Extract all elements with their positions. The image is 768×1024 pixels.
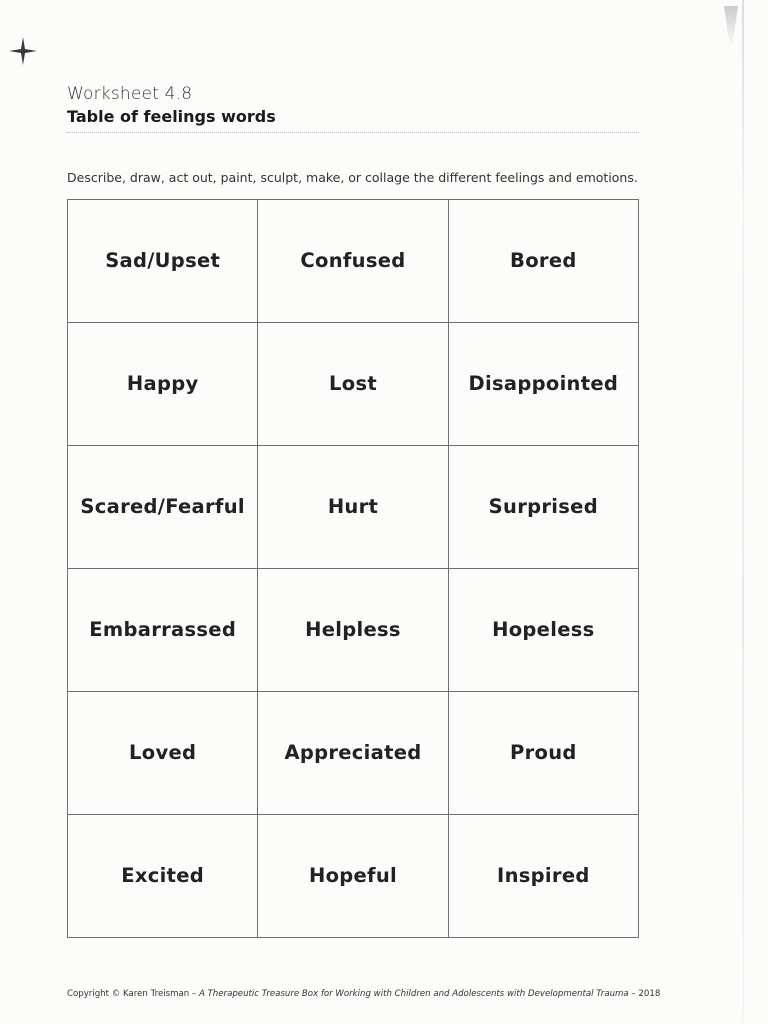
table-row (68, 692, 639, 815)
copyright-year: – 2018 (628, 989, 661, 999)
feeling-cell: Happy (68, 323, 258, 446)
instructions-text: Describe, draw, act out, paint, sculpt, make, or collage the different feelings and emotions. (67, 170, 638, 185)
feeling-cell: Surprised (448, 446, 638, 569)
copyright-footer (67, 989, 687, 999)
scan-artifact (724, 6, 738, 46)
feeling-cell: Helpless (258, 569, 448, 692)
feeling-cell: Scared/Fearful (68, 446, 258, 569)
book-title: A Therapeutic Treasure Box for Working with Children and Adolescents with Developmental Trauma (198, 989, 629, 999)
table-row (68, 569, 639, 692)
feeling-cell: Excited (68, 815, 258, 938)
feeling-cell: Disappointed (448, 323, 638, 446)
table-row (68, 815, 639, 938)
table-row (68, 446, 639, 569)
feeling-cell: Sad/Upset (68, 200, 258, 323)
feeling-cell: Lost (258, 323, 448, 446)
table-row (68, 200, 639, 323)
table-row (68, 323, 639, 446)
feeling-cell: Inspired (448, 815, 638, 938)
feeling-cell: Hopeful (258, 815, 448, 938)
feeling-cell: Bored (448, 200, 638, 323)
feeling-cell: Appreciated (258, 692, 448, 815)
title-divider (67, 132, 639, 133)
scan-edge (742, 0, 744, 1024)
copyright-text: Copyright © Karen Treisman – (67, 989, 199, 999)
worksheet-title: Table of feelings words (67, 107, 276, 126)
feeling-cell: Confused (258, 200, 448, 323)
feeling-cell: Loved (68, 692, 258, 815)
feelings-table (67, 199, 639, 938)
four-point-star-icon (8, 36, 38, 66)
worksheet-label: Worksheet 4.8 (67, 84, 193, 104)
feeling-cell: Proud (448, 692, 638, 815)
feeling-cell: Hurt (258, 446, 448, 569)
feeling-cell: Hopeless (448, 569, 638, 692)
feeling-cell: Embarrassed (68, 569, 258, 692)
